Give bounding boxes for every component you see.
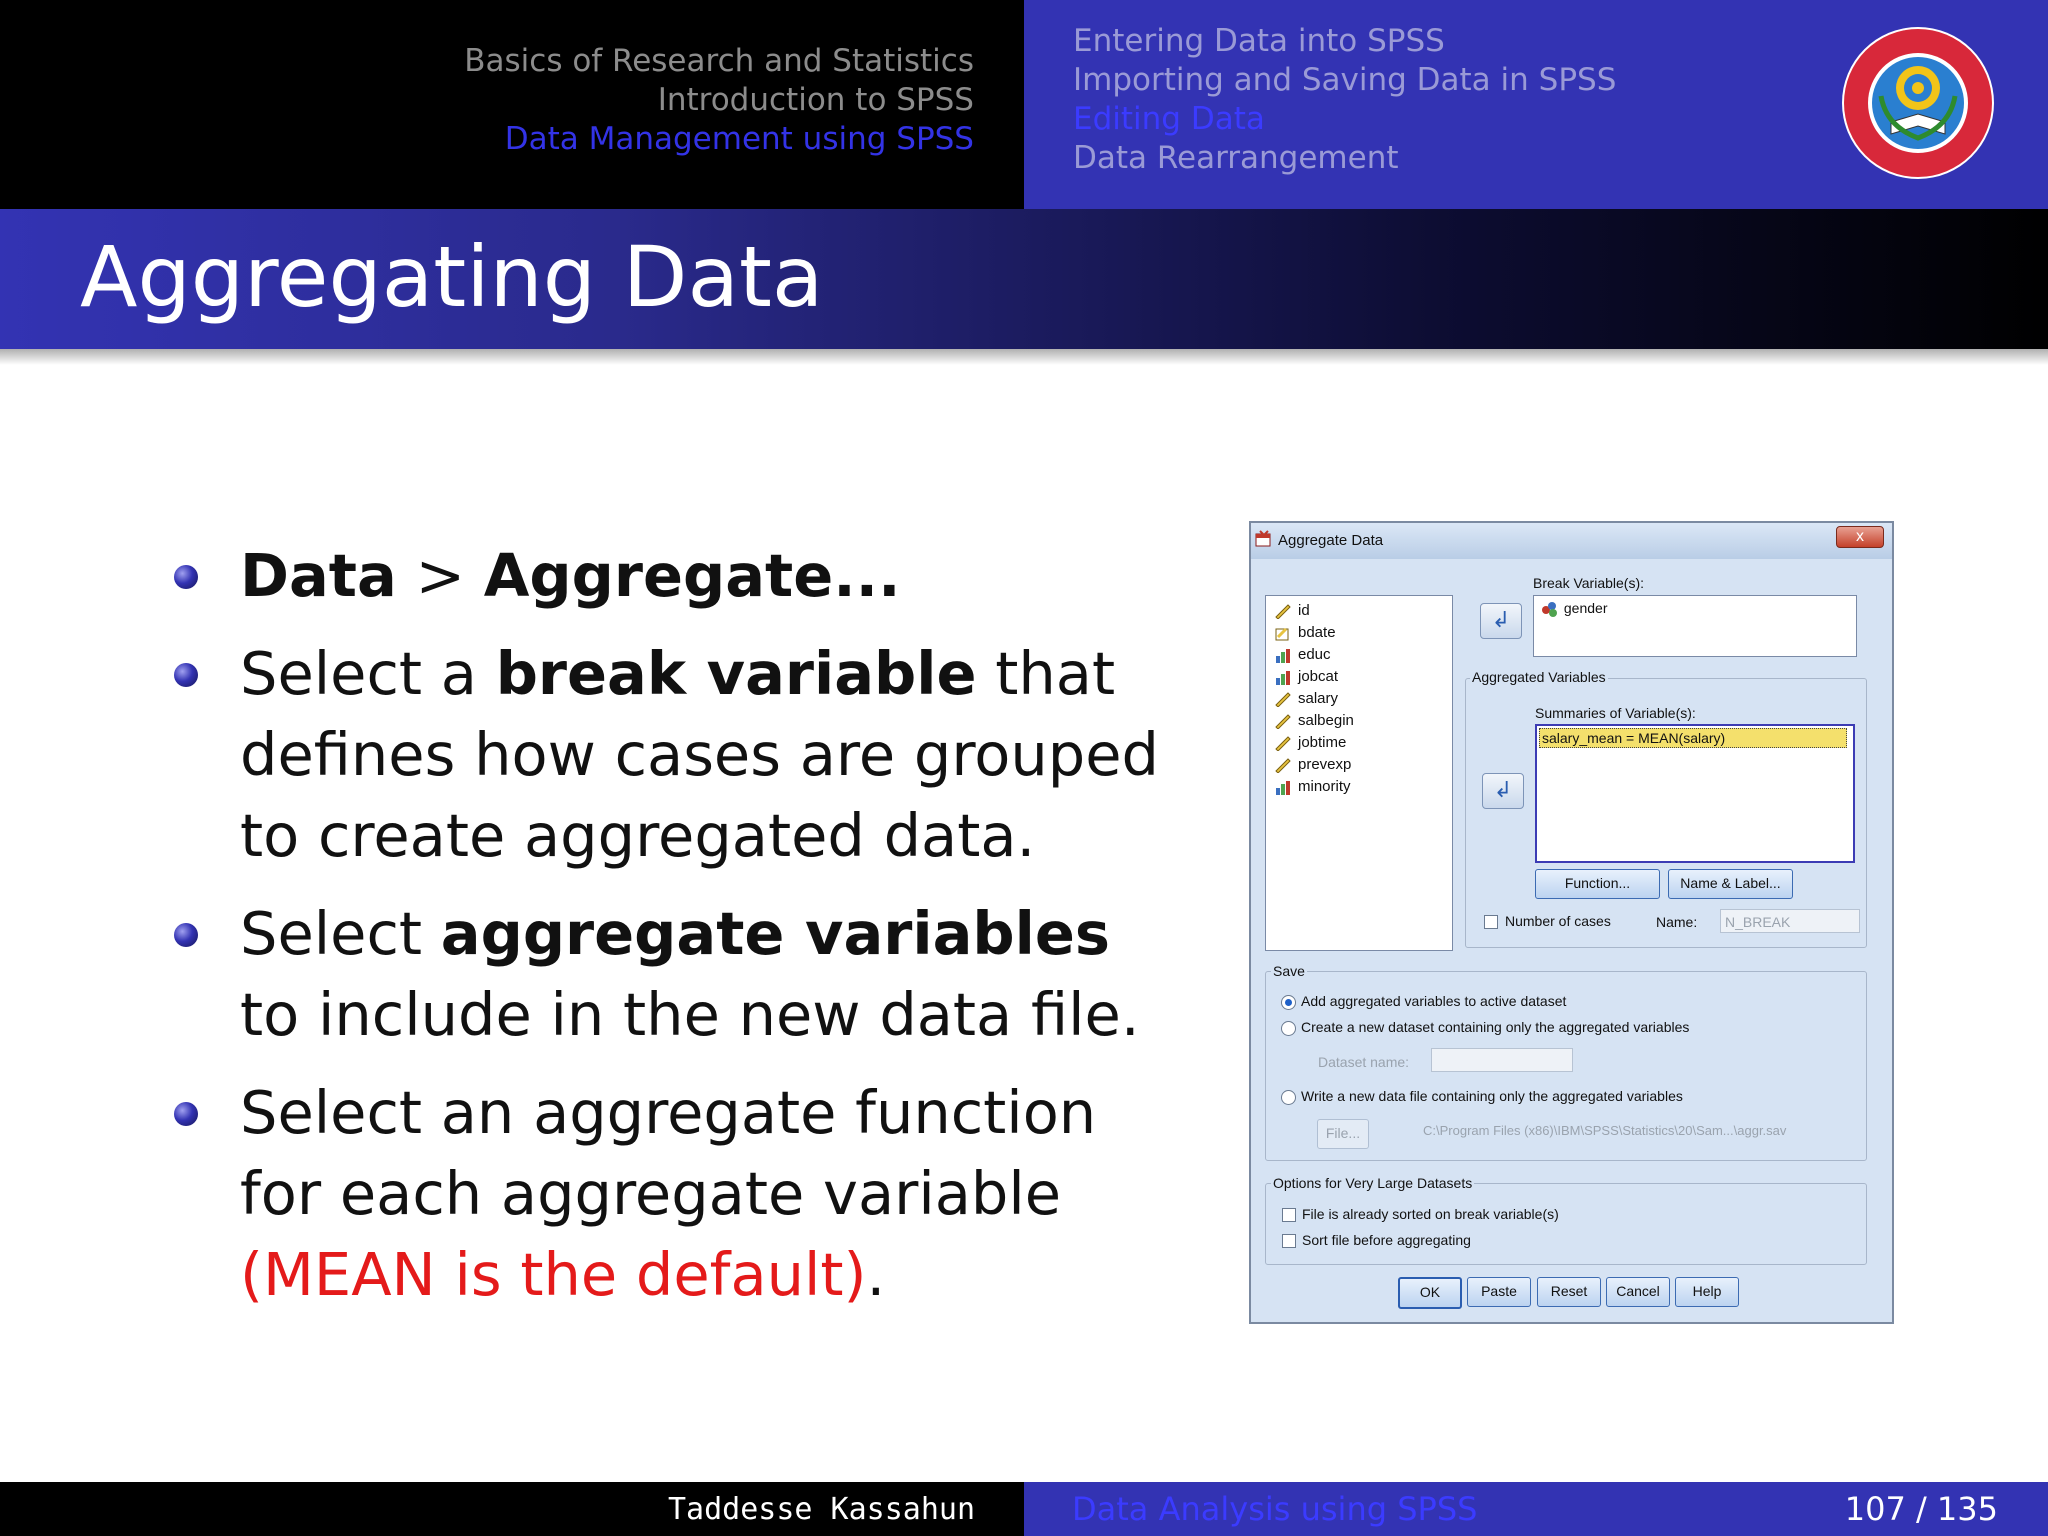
close-button[interactable]: x [1836,526,1884,548]
file-button[interactable]: File... [1317,1119,1369,1149]
sort-before-checkbox[interactable] [1282,1234,1296,1248]
write-new-file-radio[interactable] [1281,1090,1296,1105]
ordinal-variable-icon [1274,669,1292,685]
scale-variable-icon [1274,691,1292,707]
scale-variable-icon [1274,735,1292,751]
bullet-item [170,1072,1160,1315]
bullet-text: to include in the new data file. [240,980,1140,1049]
arrow-left-icon: ↲ [1493,777,1513,802]
already-sorted-checkbox[interactable] [1282,1208,1296,1222]
bullet-list [170,535,1160,1332]
help-button[interactable]: Help [1675,1277,1739,1307]
dialog-titlebar [1251,523,1892,559]
create-new-dataset-label: Create a new dataset containing only the aggregated variables [1301,1019,1690,1035]
bullet-icon [174,663,198,687]
bullet-emphasis: aggregate variables [440,899,1110,968]
dialog-title: Aggregate Data [1278,532,1384,549]
move-to-break-button[interactable] [1480,603,1522,639]
bullet-icon [174,1102,198,1126]
reset-button[interactable]: Reset [1537,1277,1601,1307]
arrow-left-icon: ↲ [1491,607,1511,632]
menu-path-separator: > [396,541,484,610]
aggregate-data-dialog [1249,521,1894,1324]
name-and-label-button[interactable]: Name & Label... [1668,869,1793,899]
cancel-button[interactable]: Cancel [1606,1277,1670,1307]
bullet-item [170,535,1160,616]
scale-variable-icon [1274,757,1292,773]
ordinal-variable-icon [1274,647,1292,663]
list-item[interactable]: id [1274,602,1310,622]
list-item[interactable]: salary_mean = MEAN(salary) [1539,728,1847,748]
list-item[interactable]: minority [1274,778,1351,798]
header-sections-panel [0,0,1024,209]
create-new-dataset-radio[interactable] [1281,1021,1296,1036]
already-sorted-label: File is already sorted on break variable(s) [1302,1206,1559,1222]
break-variable-list[interactable] [1533,595,1857,657]
title-bar-shadow [0,349,2048,365]
footer-author: Taddesse Kassahun [667,1492,975,1527]
list-item[interactable]: jobtime [1274,734,1346,754]
menu-path-aggregate: Aggregate... [483,541,901,610]
bullet-text: Select a [240,639,496,708]
bullet-icon [174,923,198,947]
source-variable-list[interactable] [1265,595,1453,951]
list-item[interactable]: salbegin [1274,712,1354,732]
summaries-list[interactable] [1535,724,1855,863]
list-item[interactable]: prevexp [1274,756,1351,776]
list-item[interactable]: jobcat [1274,668,1338,688]
subsection-link-rearrangement[interactable]: Data Rearrangement [1073,140,1399,176]
summaries-label: Summaries of Variable(s): [1535,705,1696,721]
bullet-item [170,893,1160,1055]
scale-variable-icon [1274,603,1292,619]
bullet-text: . [866,1240,886,1309]
slide-title: Aggregating Data [80,228,824,326]
paste-button[interactable]: Paste [1467,1277,1531,1307]
aggregated-variables-label: Aggregated Variables [1472,669,1606,685]
write-new-file-label: Write a new data file containing only the aggregated variables [1301,1088,1683,1104]
subsection-link-importing[interactable]: Importing and Saving Data in SPSS [1073,62,1617,98]
spss-dialog-icon [1255,530,1273,548]
sort-before-label: Sort file before aggregating [1302,1232,1471,1248]
file-path-text: C:\Program Files (x86)\IBM\SPSS\Statistics\20\Sam...\aggr.sav [1423,1123,1787,1138]
dataset-name-label: Dataset name: [1318,1054,1410,1070]
list-item[interactable]: educ [1274,646,1331,666]
large-datasets-options-group [1265,1183,1867,1265]
date-variable-icon [1274,625,1292,641]
bullet-text: Select an aggregate function for each aggregate variable [240,1078,1097,1228]
list-item[interactable]: gender [1540,600,1607,617]
section-link-data-management[interactable]: Data Management using SPSS [504,121,974,157]
ok-button[interactable]: OK [1398,1277,1462,1309]
number-of-cases-checkbox[interactable] [1484,915,1498,929]
bullet-text: Select [240,899,441,968]
footer-left [0,1482,1024,1536]
bullet-highlight: (MEAN is the default) [240,1240,867,1309]
large-datasets-options-label: Options for Very Large Datasets [1273,1175,1473,1191]
list-item[interactable]: salary [1274,690,1338,710]
add-to-active-label: Add aggregated variables to active dataset [1301,993,1567,1009]
break-variables-label: Break Variable(s): [1533,575,1645,591]
bullet-item [170,633,1160,876]
subsection-link-entering[interactable]: Entering Data into SPSS [1073,23,1445,59]
move-to-summaries-button[interactable] [1482,773,1524,809]
name-field[interactable]: N_BREAK [1720,909,1860,933]
bullet-icon [174,565,198,589]
footer-title: Data Analysis using SPSS [1072,1490,1478,1528]
dataset-name-field[interactable] [1431,1048,1573,1072]
number-of-cases-label: Number of cases [1505,913,1611,929]
page-number: 107 / 135 [1844,1490,1998,1528]
name-label: Name: [1656,914,1698,930]
ordinal-variable-icon [1274,779,1292,795]
list-item[interactable]: bdate [1274,624,1336,644]
bullet-text: that defines how cases are grouped to create aggregated data. [240,639,1159,870]
section-link-basics[interactable]: Basics of Research and Statistics [464,43,974,79]
footer-right [1024,1482,2048,1536]
subsection-link-editing[interactable]: Editing Data [1073,101,1265,137]
university-logo [1841,26,1995,180]
nominal-variable-icon [1540,601,1560,617]
scale-variable-icon [1274,713,1292,729]
section-link-intro[interactable]: Introduction to SPSS [657,82,974,118]
add-to-active-radio[interactable] [1281,995,1296,1010]
function-button[interactable]: Function... [1535,869,1660,899]
bullet-emphasis: break variable [495,639,977,708]
save-group-label: Save [1273,963,1305,979]
menu-path-data: Data [240,541,397,610]
